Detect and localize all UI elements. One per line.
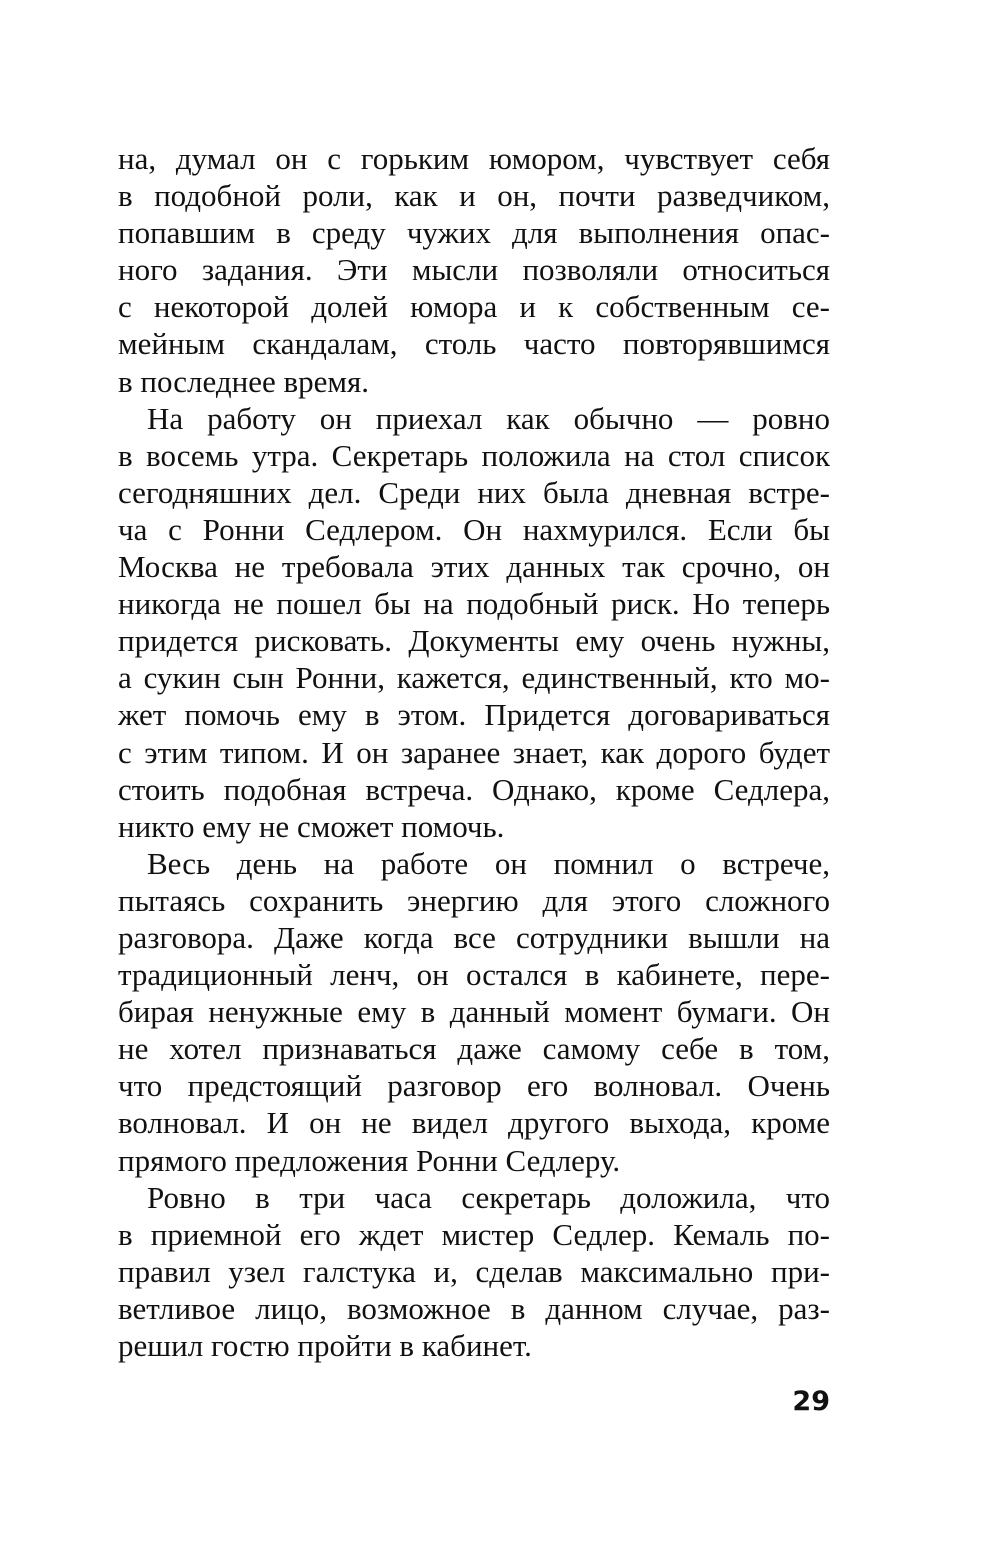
page-number: 29 (792, 1386, 830, 1417)
text-line: не хотел признаваться даже самому себе в том, (118, 1031, 830, 1067)
text-line: с этим типом. И он заранее знает, как дорого будет (118, 734, 830, 770)
text-line: что предстоящий разговор его волновал. Очень (118, 1068, 830, 1104)
text-line: никогда не пошел бы на подобный риск. Но теперь (118, 586, 830, 622)
text-line: в подобной роли, как и он, почти разведчиком, (118, 178, 830, 214)
text-line: бирая ненужные ему в данный момент бумаги. Он (118, 994, 830, 1030)
text-line: с некоторой долей юмора и к собственным се- (118, 289, 830, 325)
body-text (118, 140, 830, 1364)
text-line: решил гостю пройти в кабинет. (118, 1328, 532, 1363)
text-line: пытаясь сохранить энергию для этого сложного (118, 882, 830, 918)
text-line: традиционный ленч, он остался в кабинете, пере- (118, 957, 830, 993)
text-line: прямого предложения Ронни Седлеру. (118, 1142, 621, 1178)
text-line: ча с Ронни Седлером. Он нахмурился. Если бы (118, 511, 830, 547)
text-line: попавшим в среду чужих для выполнения опас- (118, 215, 830, 251)
text-line: никто ему не сможет помочь. (118, 808, 505, 844)
text-line: правил узел галстука и, сделав максимально при- (118, 1253, 830, 1289)
paragraph-first-line: Весь день на работе он помнил о встрече, (147, 845, 830, 881)
text-line: стоить подобная встреча. Однако, кроме Седлера, (118, 771, 830, 807)
text-line: ветливое лицо, возможное в данном случае, раз- (118, 1290, 830, 1326)
text-line: на, думал он с горьким юмором, чувствует себя (118, 141, 830, 176)
text-line: в восемь утра. Секретарь положила на стол список (118, 437, 830, 473)
text-line: мейным скандалам, столь часто повторявшимся (118, 326, 830, 362)
text-line: волновал. И он не видел другого выхода, кроме (118, 1105, 830, 1141)
text-line: сегодняшних дел. Среди них была дневная встре- (118, 474, 830, 510)
text-line: придется рисковать. Документы ему очень нужны, (118, 623, 830, 659)
text-line: в последнее время. (118, 363, 369, 399)
text-line: Москва не требовала этих данных так срочно, он (118, 549, 830, 585)
paragraph-first-line: Ровно в три часа секретарь доложила, что (147, 1179, 830, 1215)
paragraph-first-line: На работу он приехал как обычно — ровно (147, 400, 830, 436)
text-line: ного задания. Эти мысли позволяли относиться (118, 252, 830, 288)
text-line: разговора. Даже когда все сотрудники вышли на (118, 919, 830, 955)
text-line: в приемной его ждет мистер Седлер. Кемаль по- (118, 1216, 830, 1252)
text-line: а сукин сын Ронни, кажется, единственный, кто мо- (118, 660, 830, 696)
text-line: жет помочь ему в этом. Придется договариваться (118, 697, 830, 733)
